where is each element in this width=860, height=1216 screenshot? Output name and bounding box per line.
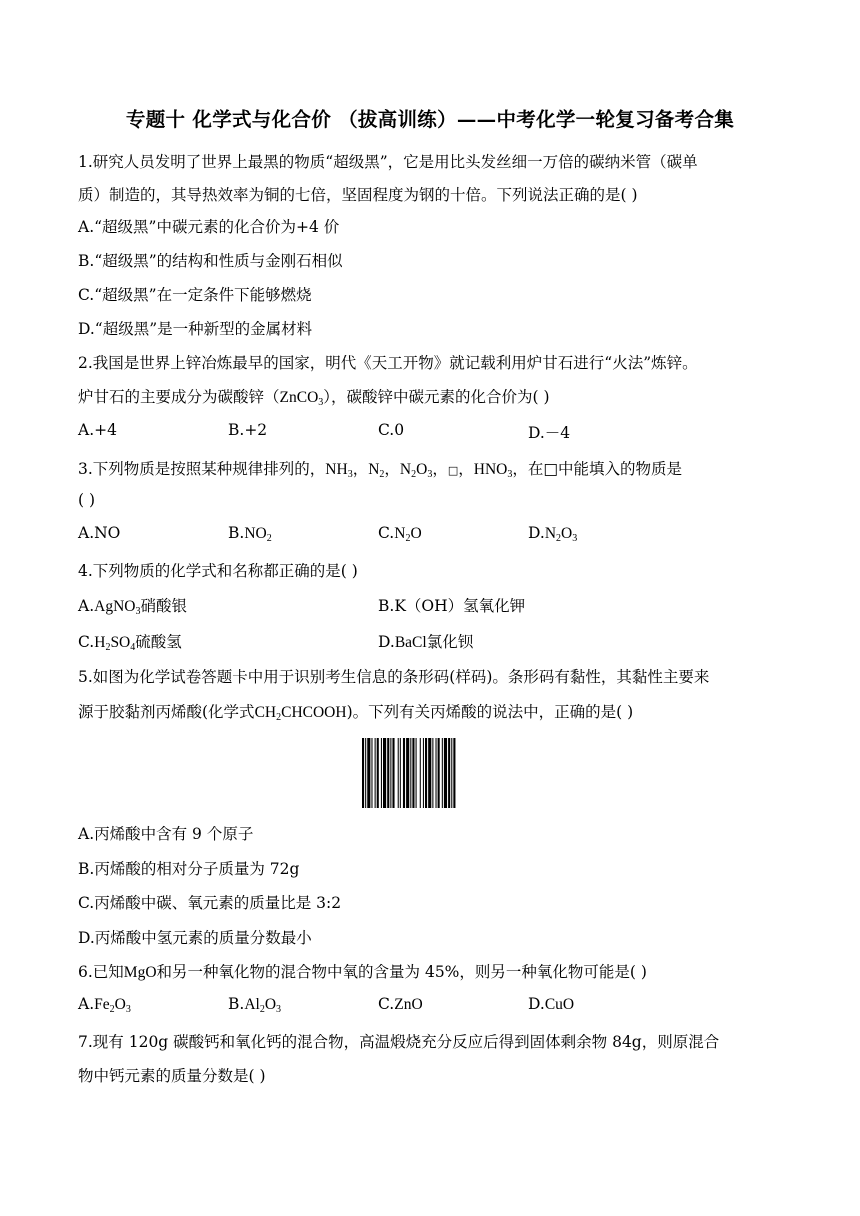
barcode-bar	[381, 738, 382, 808]
q5-stem-line2: 源于胶黏剂丙烯酸(化学式$CH_2CHCOOH$)。下列有关丙烯酸的说法中，正确的是( )	[78, 703, 634, 723]
q2-stem-line2	[78, 385, 783, 407]
barcode-image	[362, 738, 494, 808]
barcode-bar	[432, 738, 433, 808]
barcode-bar	[448, 738, 450, 808]
q1-option-b[interactable]: B.“超级黑”的结构和性质与金刚石相似	[78, 252, 343, 270]
q4-option-b[interactable]: B.K（OH）氢氧化钾	[378, 597, 526, 615]
barcode-bar	[362, 738, 364, 808]
barcode-bar	[390, 738, 391, 808]
q2-stem-text-pre: 炉甘石的主要成分为碳酸锌（	[78, 388, 280, 406]
q1-stem-line2: 质）制造的，其导热效率为铜的七倍，坚固程度为钢的十倍。下列说法正确的是( )	[78, 186, 638, 204]
q3-stem-line2: ( )	[78, 491, 96, 509]
q6-stem: 6.已知MgO和另一种氧化物的混合物中氧的含量为 45%，则另一种氧化物可能是( )	[78, 963, 647, 981]
barcode-bar	[436, 738, 437, 808]
q4-option-d[interactable]: D.BaCl氯化钡	[378, 633, 474, 651]
barcode-bar	[451, 738, 452, 808]
barcode-bar	[442, 738, 443, 808]
barcode-bar	[398, 738, 399, 808]
q3-option-d[interactable]: $D.N_2O_3$	[528, 524, 578, 544]
q5-stem-line1: 5.如图为化学试卷答题卡中用于识别考生信息的条形码(样码)。条形码有黏性，其黏性主要来	[78, 668, 710, 686]
barcode-bar	[406, 738, 409, 808]
barcode-bar	[377, 738, 379, 808]
q5-option-c[interactable]: C.丙烯酸中碳、氧元素的质量比是 3:2	[78, 894, 342, 912]
q6-option-a[interactable]: $A.Fe_2O_3$	[78, 995, 131, 1015]
q7-stem-line1: 7.现有 120g 碳酸钙和氧化钙的混合物，高温煅烧充分反应后得到固体剩余物 84g，则原混合	[78, 1033, 720, 1051]
q3-stem-line1: 3.下列物质是按照某种规律排列的，$NH_3$，$N_2$，$N_2O_3$，□，$HNO_3$，在□中能填入的物质是	[78, 460, 683, 480]
q4-option-c[interactable]: $C.H_2SO_4$硫酸氢	[78, 633, 182, 653]
q1-stem-line1: 1.研究人员发明了世界上最黑的物质“超级黑”，它是用比头发丝细一万倍的碳纳米管（碳单	[78, 153, 698, 171]
barcode-bar	[420, 738, 421, 808]
q1-option-c[interactable]: C.“超级黑”在一定条件下能够燃烧	[78, 286, 312, 304]
q3-option-a[interactable]: A.NO	[78, 524, 121, 542]
barcode-bar	[428, 738, 431, 808]
q2-stem-text-post: ），碳酸锌中碳元素的化合价为( )	[323, 388, 550, 406]
barcode-bar	[423, 738, 424, 808]
q1-option-a[interactable]: A.“超级黑”中碳元素的化合价为+4 价	[78, 218, 340, 236]
q3-option-c[interactable]: $C.N_2O$	[378, 524, 422, 544]
q4-stem: 4.下列物质的化学式和名称都正确的是( )	[78, 562, 358, 580]
barcode-bar	[387, 738, 389, 808]
barcode-bar	[412, 738, 414, 808]
q5-option-a[interactable]: A.丙烯酸中含有 9 个原子	[78, 825, 254, 843]
q6-option-d[interactable]: D.CuO	[528, 995, 575, 1013]
q2-option-c[interactable]: C.0	[378, 421, 405, 439]
q3-option-b[interactable]: $B.NO_2$	[228, 524, 272, 544]
q2-stem-line1: 2.我国是世界上锌冶炼最早的国家，明代《天工开物》就记载利用炉甘石进行“火法”炼锌。	[78, 354, 698, 372]
barcode-bar	[416, 738, 417, 808]
q1-option-d[interactable]: D.“超级黑”是一种新型的金属材料	[78, 320, 313, 338]
barcode-bar	[400, 738, 401, 808]
q6-option-c[interactable]: C.ZnO	[378, 995, 423, 1013]
barcode-bar	[438, 738, 440, 808]
barcode-bar	[375, 738, 376, 808]
barcode-bar	[367, 738, 370, 808]
q2-option-b[interactable]: B.+2	[228, 421, 268, 439]
q7-stem-line2: 物中钙元素的质量分数是( )	[78, 1067, 266, 1085]
q4-option-a[interactable]: A.AgNO$_3$硝酸银	[78, 597, 187, 617]
barcode-bar	[453, 738, 455, 808]
q5-option-b[interactable]: B.丙烯酸的相对分子质量为 72g	[78, 860, 300, 878]
barcode-bar	[410, 738, 411, 808]
barcode-bar	[371, 738, 372, 808]
q2-formula: ZnCO$_3$	[279, 389, 324, 408]
barcode-bar	[403, 738, 405, 808]
q2-option-d[interactable]: D.－4	[528, 424, 571, 442]
barcode-bar	[444, 738, 447, 808]
page-title: 专题十 化学式与化合价 （拔高训练）——中考化学一轮复习备考合集	[125, 108, 735, 131]
barcode-bar	[425, 738, 427, 808]
barcode-bar	[392, 738, 394, 808]
q2-option-a[interactable]: A.+4	[78, 421, 117, 439]
q5-option-d[interactable]: D.丙烯酸中氢元素的质量分数最小	[78, 929, 312, 947]
barcode-bar	[365, 738, 366, 808]
q6-option-b[interactable]: $B.Al_2O_3$	[228, 995, 282, 1015]
barcode-bar	[383, 738, 386, 808]
